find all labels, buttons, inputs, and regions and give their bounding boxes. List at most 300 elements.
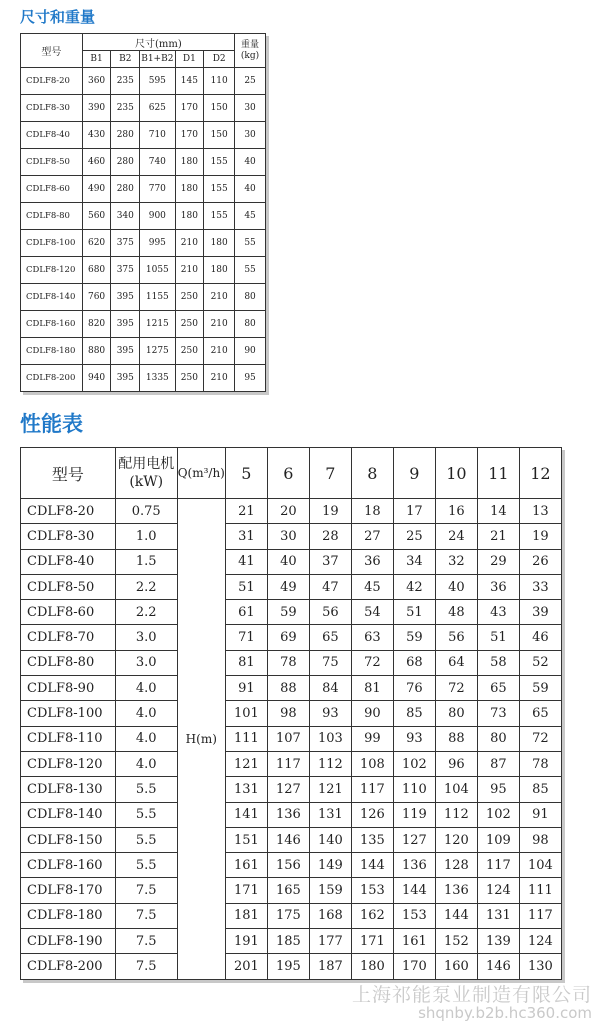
dim-cell-value: 395 bbox=[111, 311, 140, 338]
perf-cell-value: 161 bbox=[225, 853, 267, 878]
dim-cell-value: 155 bbox=[204, 203, 235, 230]
perf-table-row bbox=[21, 600, 562, 625]
perf-cell-value: 112 bbox=[435, 802, 477, 827]
perf-cell-value: 102 bbox=[393, 751, 435, 776]
dim-cell-value: 1335 bbox=[140, 365, 175, 392]
perf-cell-value: 95 bbox=[477, 777, 519, 802]
perf-cell-value: 162 bbox=[351, 903, 393, 928]
perf-cell-model: CDLF8-190 bbox=[21, 929, 116, 954]
dim-cell-weight: 45 bbox=[235, 203, 266, 230]
perf-header-motor: 配用电机(kW) bbox=[115, 448, 177, 499]
perf-header-flow-7: 7 bbox=[309, 448, 351, 499]
perf-cell-model: CDLF8-150 bbox=[21, 827, 116, 852]
perf-table-row bbox=[21, 827, 562, 852]
perf-cell-value: 149 bbox=[309, 853, 351, 878]
dim-cell-value: 250 bbox=[175, 284, 204, 311]
perf-cell-value: 152 bbox=[435, 929, 477, 954]
perf-cell-value: 51 bbox=[477, 625, 519, 650]
perf-cell-model: CDLF8-80 bbox=[21, 650, 116, 675]
perf-header-model: 型号 bbox=[21, 448, 116, 499]
dim-cell-value: 235 bbox=[111, 95, 140, 122]
dim-table-row bbox=[21, 122, 266, 149]
perf-cell-value: 36 bbox=[477, 574, 519, 599]
dim-cell-value: 145 bbox=[175, 68, 204, 95]
perf-cell-value: 37 bbox=[309, 549, 351, 574]
dim-cell-value: 155 bbox=[204, 149, 235, 176]
perf-cell-value: 78 bbox=[519, 751, 561, 776]
perf-cell-value: 34 bbox=[393, 549, 435, 574]
perf-header-flow-11: 11 bbox=[477, 448, 519, 499]
perf-cell-motor: 4.0 bbox=[115, 701, 177, 726]
dim-cell-value: 250 bbox=[175, 311, 204, 338]
dim-table-row bbox=[21, 365, 266, 392]
perf-cell-value: 46 bbox=[519, 625, 561, 650]
performance-title: 性能表 bbox=[20, 412, 83, 436]
perf-cell-value: 61 bbox=[225, 600, 267, 625]
dim-cell-value: 900 bbox=[140, 203, 175, 230]
perf-cell-value: 64 bbox=[435, 650, 477, 675]
dim-cell-value: 1215 bbox=[140, 311, 175, 338]
perf-cell-value: 201 bbox=[225, 954, 267, 979]
dim-cell-value: 710 bbox=[140, 122, 175, 149]
perf-cell-motor: 4.0 bbox=[115, 676, 177, 701]
dim-cell-value: 110 bbox=[204, 68, 235, 95]
perf-cell-model: CDLF8-20 bbox=[21, 499, 116, 524]
perf-cell-value: 165 bbox=[267, 878, 309, 903]
perf-cell-value: 18 bbox=[351, 499, 393, 524]
dim-cell-value: 940 bbox=[82, 365, 111, 392]
dim-table-row bbox=[21, 338, 266, 365]
dim-cell-value: 180 bbox=[204, 257, 235, 284]
perf-cell-motor: 2.2 bbox=[115, 600, 177, 625]
dim-cell-model: CDLF8-60 bbox=[21, 176, 83, 203]
perf-cell-value: 111 bbox=[519, 878, 561, 903]
perf-cell-value: 153 bbox=[351, 878, 393, 903]
perf-cell-value: 81 bbox=[225, 650, 267, 675]
dim-cell-value: 375 bbox=[111, 230, 140, 257]
dim-cell-weight: 95 bbox=[235, 365, 266, 392]
perf-cell-value: 81 bbox=[351, 676, 393, 701]
perf-cell-motor: 2.2 bbox=[115, 574, 177, 599]
perf-cell-value: 48 bbox=[435, 600, 477, 625]
perf-cell-value: 91 bbox=[225, 676, 267, 701]
perf-cell-motor: 0.75 bbox=[115, 499, 177, 524]
perf-cell-value: 128 bbox=[435, 853, 477, 878]
perf-cell-model: CDLF8-170 bbox=[21, 878, 116, 903]
perf-cell-value: 136 bbox=[435, 878, 477, 903]
dim-cell-value: 150 bbox=[204, 122, 235, 149]
perf-cell-value: 91 bbox=[519, 802, 561, 827]
perf-table-row bbox=[21, 777, 562, 802]
perf-cell-value: 159 bbox=[309, 878, 351, 903]
perf-cell-value: 39 bbox=[519, 600, 561, 625]
perf-cell-value: 54 bbox=[351, 600, 393, 625]
perf-cell-value: 93 bbox=[393, 726, 435, 751]
dim-cell-weight: 80 bbox=[235, 284, 266, 311]
perf-table-row bbox=[21, 726, 562, 751]
perf-cell-value: 85 bbox=[519, 777, 561, 802]
perf-cell-value: 90 bbox=[351, 701, 393, 726]
dim-cell-value: 560 bbox=[82, 203, 111, 230]
perf-cell-value: 146 bbox=[267, 827, 309, 852]
dim-cell-weight: 25 bbox=[235, 68, 266, 95]
dim-cell-value: 180 bbox=[175, 176, 204, 203]
dim-cell-value: 395 bbox=[111, 284, 140, 311]
perf-cell-value: 144 bbox=[435, 903, 477, 928]
perf-table-row bbox=[21, 549, 562, 574]
perf-cell-model: CDLF8-120 bbox=[21, 751, 116, 776]
dim-header-b2: B2 bbox=[111, 51, 140, 68]
dim-table-row bbox=[21, 230, 266, 257]
dimensions-table bbox=[20, 33, 266, 392]
dim-cell-value: 1155 bbox=[140, 284, 175, 311]
perf-cell-value: 131 bbox=[225, 777, 267, 802]
perf-cell-value: 139 bbox=[477, 929, 519, 954]
dim-table-row bbox=[21, 311, 266, 338]
perf-cell-motor: 4.0 bbox=[115, 726, 177, 751]
perf-cell-motor: 7.5 bbox=[115, 929, 177, 954]
perf-cell-value: 72 bbox=[351, 650, 393, 675]
dim-header-d1: D1 bbox=[175, 51, 204, 68]
dim-cell-model: CDLF8-160 bbox=[21, 311, 83, 338]
perf-cell-value: 33 bbox=[519, 574, 561, 599]
perf-cell-value: 71 bbox=[225, 625, 267, 650]
dim-header-d2: D2 bbox=[204, 51, 235, 68]
perf-cell-value: 65 bbox=[309, 625, 351, 650]
dim-cell-model: CDLF8-80 bbox=[21, 203, 83, 230]
dim-cell-value: 360 bbox=[82, 68, 111, 95]
dim-cell-value: 280 bbox=[111, 176, 140, 203]
dim-cell-value: 210 bbox=[175, 230, 204, 257]
perf-cell-motor: 5.5 bbox=[115, 853, 177, 878]
perf-cell-value: 112 bbox=[309, 751, 351, 776]
dim-cell-value: 170 bbox=[175, 95, 204, 122]
perf-cell-value: 58 bbox=[477, 650, 519, 675]
perf-cell-value: 17 bbox=[393, 499, 435, 524]
dim-cell-value: 210 bbox=[204, 365, 235, 392]
dim-cell-model: CDLF8-120 bbox=[21, 257, 83, 284]
perf-cell-value: 117 bbox=[267, 751, 309, 776]
dim-header-b1b2: B1+B2 bbox=[140, 51, 175, 68]
perf-cell-value: 80 bbox=[435, 701, 477, 726]
perf-cell-value: 195 bbox=[267, 954, 309, 979]
dim-cell-value: 280 bbox=[111, 149, 140, 176]
perf-table-row bbox=[21, 574, 562, 599]
perf-cell-value: 69 bbox=[267, 625, 309, 650]
perf-cell-model: CDLF8-50 bbox=[21, 574, 116, 599]
perf-cell-value: 130 bbox=[519, 954, 561, 979]
dim-cell-value: 235 bbox=[111, 68, 140, 95]
perf-header-flow-8: 8 bbox=[351, 448, 393, 499]
perf-cell-value: 68 bbox=[393, 650, 435, 675]
perf-cell-motor: 7.5 bbox=[115, 954, 177, 979]
perf-cell-value: 141 bbox=[225, 802, 267, 827]
dim-cell-weight: 40 bbox=[235, 176, 266, 203]
perf-cell-value: 45 bbox=[351, 574, 393, 599]
perf-cell-value: 30 bbox=[267, 524, 309, 549]
dim-cell-value: 180 bbox=[175, 203, 204, 230]
dim-cell-value: 210 bbox=[175, 257, 204, 284]
perf-cell-value: 27 bbox=[351, 524, 393, 549]
perf-cell-model: CDLF8-40 bbox=[21, 549, 116, 574]
perf-table-row bbox=[21, 853, 562, 878]
dim-cell-value: 1055 bbox=[140, 257, 175, 284]
perf-cell-value: 14 bbox=[477, 499, 519, 524]
dim-cell-model: CDLF8-50 bbox=[21, 149, 83, 176]
perf-cell-value: 177 bbox=[309, 929, 351, 954]
perf-cell-value: 124 bbox=[519, 929, 561, 954]
dim-cell-model: CDLF8-140 bbox=[21, 284, 83, 311]
dim-cell-value: 210 bbox=[204, 338, 235, 365]
perf-cell-value: 102 bbox=[477, 802, 519, 827]
perf-cell-motor: 1.5 bbox=[115, 549, 177, 574]
dim-table-row bbox=[21, 68, 266, 95]
perf-cell-value: 87 bbox=[477, 751, 519, 776]
perf-cell-value: 41 bbox=[225, 549, 267, 574]
perf-table-row bbox=[21, 499, 562, 524]
dim-cell-value: 170 bbox=[175, 122, 204, 149]
perf-cell-value: 20 bbox=[267, 499, 309, 524]
dim-table-row bbox=[21, 257, 266, 284]
dim-cell-value: 250 bbox=[175, 338, 204, 365]
perf-cell-value: 40 bbox=[435, 574, 477, 599]
perf-cell-value: 28 bbox=[309, 524, 351, 549]
perf-cell-value: 47 bbox=[309, 574, 351, 599]
perf-cell-motor: 5.5 bbox=[115, 827, 177, 852]
perf-cell-value: 25 bbox=[393, 524, 435, 549]
dim-cell-value: 180 bbox=[204, 230, 235, 257]
perf-cell-value: 109 bbox=[477, 827, 519, 852]
perf-cell-value: 170 bbox=[393, 954, 435, 979]
perf-cell-value: 146 bbox=[477, 954, 519, 979]
perf-cell-value: 78 bbox=[267, 650, 309, 675]
perf-cell-value: 131 bbox=[309, 802, 351, 827]
perf-cell-value: 121 bbox=[225, 751, 267, 776]
dim-cell-value: 430 bbox=[82, 122, 111, 149]
perf-cell-value: 124 bbox=[477, 878, 519, 903]
perf-cell-value: 85 bbox=[393, 701, 435, 726]
dim-cell-value: 340 bbox=[111, 203, 140, 230]
dim-table-row bbox=[21, 95, 266, 122]
perf-header-flow: Q(m³/h) bbox=[177, 448, 225, 499]
perf-cell-value: 72 bbox=[519, 726, 561, 751]
dim-cell-value: 740 bbox=[140, 149, 175, 176]
perf-cell-value: 72 bbox=[435, 676, 477, 701]
dim-cell-value: 460 bbox=[82, 149, 111, 176]
perf-cell-value: 26 bbox=[519, 549, 561, 574]
perf-cell-model: CDLF8-70 bbox=[21, 625, 116, 650]
dim-cell-value: 180 bbox=[175, 149, 204, 176]
perf-cell-value: 29 bbox=[477, 549, 519, 574]
perf-table-row bbox=[21, 701, 562, 726]
perf-cell-value: 101 bbox=[225, 701, 267, 726]
watermark-company: 上海祁能泵业制造有限公司 bbox=[351, 984, 592, 1006]
perf-cell-value: 104 bbox=[519, 853, 561, 878]
perf-cell-motor: 1.0 bbox=[115, 524, 177, 549]
perf-cell-value: 180 bbox=[351, 954, 393, 979]
perf-cell-value: 51 bbox=[393, 600, 435, 625]
perf-table-row bbox=[21, 751, 562, 776]
dim-cell-value: 595 bbox=[140, 68, 175, 95]
perf-cell-value: 36 bbox=[351, 549, 393, 574]
perf-header-flow-12: 12 bbox=[519, 448, 561, 499]
perf-cell-value: 168 bbox=[309, 903, 351, 928]
perf-cell-value: 131 bbox=[477, 903, 519, 928]
perf-header-flow-9: 9 bbox=[393, 448, 435, 499]
dim-cell-value: 490 bbox=[82, 176, 111, 203]
perf-cell-value: 43 bbox=[477, 600, 519, 625]
perf-cell-model: CDLF8-140 bbox=[21, 802, 116, 827]
perf-cell-value: 144 bbox=[351, 853, 393, 878]
dim-cell-model: CDLF8-40 bbox=[21, 122, 83, 149]
perf-cell-value: 136 bbox=[267, 802, 309, 827]
dim-cell-value: 680 bbox=[82, 257, 111, 284]
perf-cell-value: 127 bbox=[267, 777, 309, 802]
perf-cell-value: 31 bbox=[225, 524, 267, 549]
perf-cell-motor: 7.5 bbox=[115, 878, 177, 903]
perf-cell-model: CDLF8-130 bbox=[21, 777, 116, 802]
dim-header-b1: B1 bbox=[82, 51, 111, 68]
perf-cell-motor: 4.0 bbox=[115, 751, 177, 776]
dim-cell-weight: 55 bbox=[235, 230, 266, 257]
dim-cell-value: 995 bbox=[140, 230, 175, 257]
perf-cell-model: CDLF8-60 bbox=[21, 600, 116, 625]
perf-header-flow-10: 10 bbox=[435, 448, 477, 499]
perf-header-flow-6: 6 bbox=[267, 448, 309, 499]
dim-cell-model: CDLF8-20 bbox=[21, 68, 83, 95]
perf-cell-value: 56 bbox=[435, 625, 477, 650]
dim-cell-value: 210 bbox=[204, 284, 235, 311]
dim-header-weight: 重量(kg) bbox=[235, 34, 266, 68]
perf-cell-value: 156 bbox=[267, 853, 309, 878]
dim-cell-model: CDLF8-180 bbox=[21, 338, 83, 365]
perf-cell-motor: 5.5 bbox=[115, 802, 177, 827]
perf-cell-value: 73 bbox=[477, 701, 519, 726]
perf-table-row bbox=[21, 903, 562, 928]
perf-cell-value: 119 bbox=[393, 802, 435, 827]
watermark-url: shqnby.b2b.hc360.com bbox=[418, 1004, 592, 1022]
dim-table-row bbox=[21, 203, 266, 230]
perf-cell-value: 40 bbox=[267, 549, 309, 574]
dim-cell-value: 880 bbox=[82, 338, 111, 365]
perf-cell-value: 104 bbox=[435, 777, 477, 802]
perf-cell-model: CDLF8-110 bbox=[21, 726, 116, 751]
perf-cell-value: 51 bbox=[225, 574, 267, 599]
perf-cell-value: 140 bbox=[309, 827, 351, 852]
perf-cell-value: 111 bbox=[225, 726, 267, 751]
dim-header-model: 型号 bbox=[21, 34, 83, 68]
dim-cell-value: 210 bbox=[204, 311, 235, 338]
dim-table-row bbox=[21, 176, 266, 203]
dim-header-size: 尺寸(mm) bbox=[82, 34, 234, 51]
dim-cell-weight: 55 bbox=[235, 257, 266, 284]
perf-cell-value: 98 bbox=[267, 701, 309, 726]
perf-cell-value: 65 bbox=[477, 676, 519, 701]
perf-cell-model: CDLF8-90 bbox=[21, 676, 116, 701]
perf-cell-motor: 5.5 bbox=[115, 777, 177, 802]
dim-cell-model: CDLF8-30 bbox=[21, 95, 83, 122]
perf-cell-value: 59 bbox=[393, 625, 435, 650]
dim-cell-value: 250 bbox=[175, 365, 204, 392]
perf-cell-model: CDLF8-180 bbox=[21, 903, 116, 928]
perf-cell-value: 21 bbox=[225, 499, 267, 524]
perf-cell-model: CDLF8-200 bbox=[21, 954, 116, 979]
performance-table bbox=[20, 447, 562, 980]
perf-table-row bbox=[21, 625, 562, 650]
perf-cell-value: 117 bbox=[351, 777, 393, 802]
perf-cell-value: 59 bbox=[267, 600, 309, 625]
perf-cell-value: 161 bbox=[393, 929, 435, 954]
perf-table-row bbox=[21, 524, 562, 549]
perf-cell-value: 121 bbox=[309, 777, 351, 802]
perf-cell-value: 52 bbox=[519, 650, 561, 675]
perf-table-row bbox=[21, 929, 562, 954]
perf-cell-value: 144 bbox=[393, 878, 435, 903]
perf-cell-value: 96 bbox=[435, 751, 477, 776]
perf-cell-value: 88 bbox=[435, 726, 477, 751]
perf-cell-model: CDLF8-30 bbox=[21, 524, 116, 549]
perf-cell-value: 153 bbox=[393, 903, 435, 928]
perf-cell-value: 171 bbox=[351, 929, 393, 954]
perf-cell-value: 117 bbox=[477, 853, 519, 878]
dim-cell-value: 395 bbox=[111, 365, 140, 392]
perf-cell-value: 117 bbox=[519, 903, 561, 928]
perf-cell-value: 65 bbox=[519, 701, 561, 726]
dim-cell-weight: 90 bbox=[235, 338, 266, 365]
perf-cell-value: 75 bbox=[309, 650, 351, 675]
perf-cell-value: 120 bbox=[435, 827, 477, 852]
perf-table-row bbox=[21, 878, 562, 903]
perf-cell-value: 19 bbox=[309, 499, 351, 524]
dim-cell-value: 150 bbox=[204, 95, 235, 122]
dim-cell-value: 390 bbox=[82, 95, 111, 122]
perf-header-flow-5: 5 bbox=[225, 448, 267, 499]
dim-cell-value: 820 bbox=[82, 311, 111, 338]
dim-cell-weight: 40 bbox=[235, 149, 266, 176]
perf-cell-value: 24 bbox=[435, 524, 477, 549]
dimensions-title: 尺寸和重量 bbox=[20, 8, 96, 26]
dim-cell-weight: 30 bbox=[235, 122, 266, 149]
perf-cell-value: 108 bbox=[351, 751, 393, 776]
perf-cell-value: 185 bbox=[267, 929, 309, 954]
perf-cell-value: 88 bbox=[267, 676, 309, 701]
perf-cell-value: 135 bbox=[351, 827, 393, 852]
perf-cell-value: 32 bbox=[435, 549, 477, 574]
perf-table-row bbox=[21, 802, 562, 827]
dim-cell-weight: 30 bbox=[235, 95, 266, 122]
dim-cell-value: 375 bbox=[111, 257, 140, 284]
perf-cell-value: 80 bbox=[477, 726, 519, 751]
perf-cell-value: 59 bbox=[519, 676, 561, 701]
dim-cell-value: 1275 bbox=[140, 338, 175, 365]
perf-cell-value: 181 bbox=[225, 903, 267, 928]
dim-table-row bbox=[21, 149, 266, 176]
head-label: H(m) bbox=[177, 499, 225, 980]
perf-cell-value: 160 bbox=[435, 954, 477, 979]
perf-cell-motor: 3.0 bbox=[115, 625, 177, 650]
perf-table-row bbox=[21, 650, 562, 675]
perf-cell-value: 63 bbox=[351, 625, 393, 650]
perf-cell-value: 187 bbox=[309, 954, 351, 979]
perf-cell-value: 21 bbox=[477, 524, 519, 549]
perf-cell-value: 76 bbox=[393, 676, 435, 701]
perf-cell-value: 93 bbox=[309, 701, 351, 726]
perf-cell-value: 107 bbox=[267, 726, 309, 751]
perf-cell-value: 103 bbox=[309, 726, 351, 751]
perf-cell-value: 136 bbox=[393, 853, 435, 878]
dim-cell-value: 760 bbox=[82, 284, 111, 311]
perf-cell-value: 49 bbox=[267, 574, 309, 599]
